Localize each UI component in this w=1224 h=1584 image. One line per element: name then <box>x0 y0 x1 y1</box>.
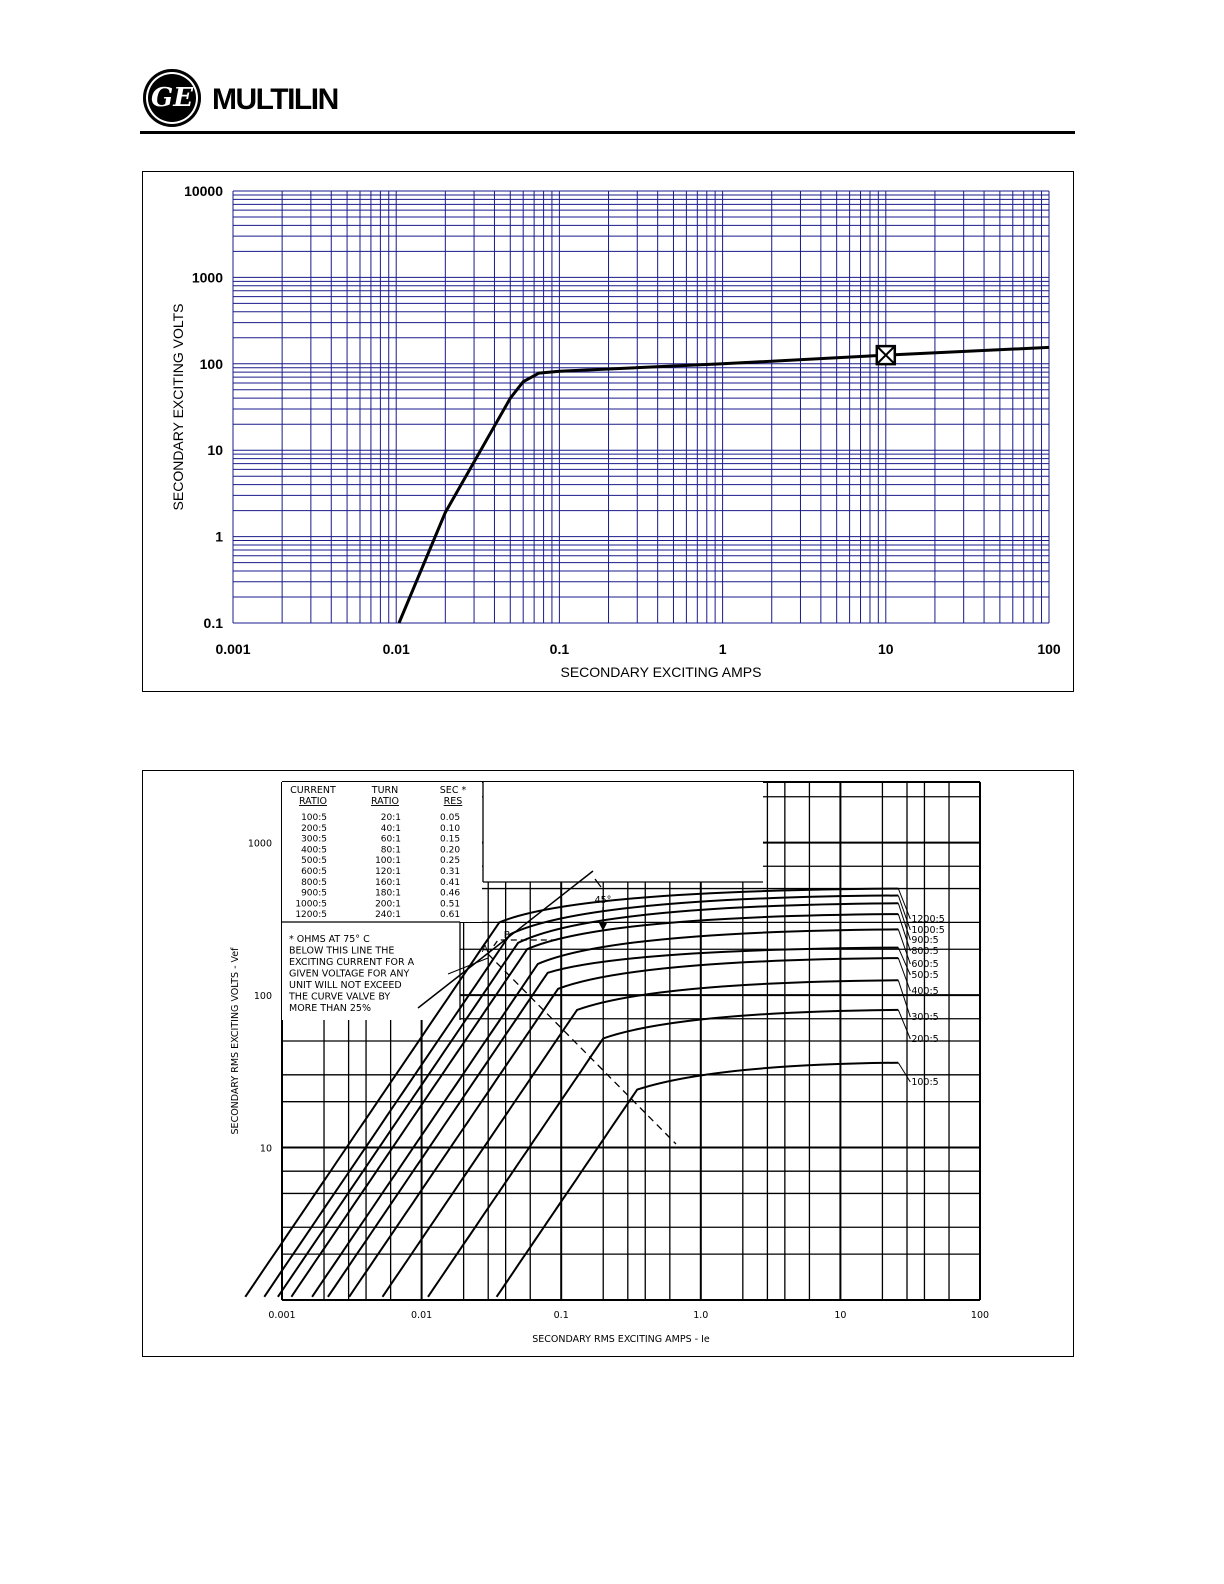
x-tick-label: 0.1 <box>553 1310 569 1321</box>
note-line: EXCITING CURRENT FOR A <box>289 957 415 968</box>
table-header: CURRENT <box>290 785 336 796</box>
x-tick-label: 10 <box>878 641 894 657</box>
table-cell-current-ratio: 300:5 <box>301 834 327 845</box>
note-line: UNIT WILL NOT EXCEED <box>289 980 402 991</box>
table-cell-turn-ratio: 240:1 <box>375 910 401 921</box>
table-cell-sec-res: 0.05 <box>440 813 461 823</box>
table-cell-sec-res: 0.41 <box>440 877 461 888</box>
table-header: SEC * <box>439 785 467 796</box>
curve-label: 100:5 <box>911 1077 939 1088</box>
table-cell-sec-res: 0.61 <box>440 910 461 921</box>
table-cell-current-ratio: 100:5 <box>301 813 327 823</box>
x-tick-label: 1 <box>718 641 727 657</box>
x-axis-title: SECONDARY RMS EXCITING AMPS - Ie <box>532 1334 710 1345</box>
x-tick-label: 0.1 <box>549 641 570 657</box>
curve-label: 800:5 <box>911 946 939 957</box>
table-cell-current-ratio: 500:5 <box>301 856 327 867</box>
table-cell-sec-res: 0.31 <box>440 867 461 877</box>
table-cell-turn-ratio: 160:1 <box>375 877 401 888</box>
header-rule <box>140 131 1075 134</box>
curve-label: 500:5 <box>911 970 939 981</box>
table-cell-sec-res: 0.20 <box>440 845 461 856</box>
curve-label: 1000:5 <box>911 925 945 936</box>
note-line: THE CURVE VALVE BY <box>289 991 391 1003</box>
x-axis-title: SECONDARY EXCITING AMPS <box>560 664 762 680</box>
table-cell-sec-res: 0.10 <box>440 823 461 834</box>
curve-label: 200:5 <box>911 1034 939 1045</box>
y-tick-label: 10 <box>259 1143 272 1155</box>
table-cell-current-ratio: 200:5 <box>301 823 327 834</box>
y-tick-label: 0.1 <box>203 615 223 631</box>
y-tick-label: 100 <box>199 355 223 372</box>
table-cell-sec-res: 0.15 <box>440 834 461 845</box>
curve-label-leader <box>898 1010 910 1039</box>
x-tick-label: 10 <box>834 1310 847 1321</box>
ge-logo: GE <box>143 69 201 127</box>
table-cell-sec-res: 0.46 <box>440 888 461 899</box>
table-header: TURN <box>371 785 399 796</box>
table-cell-turn-ratio: 40:1 <box>380 823 401 834</box>
table-cell-current-ratio: 600:5 <box>301 867 327 877</box>
table-cell-current-ratio: 900:5 <box>301 888 327 899</box>
x-tick-label: 0.001 <box>268 1310 296 1321</box>
table-cell-sec-res: 0.25 <box>440 856 461 867</box>
y-axis-title: SECONDARY EXCITING VOLTS <box>170 303 186 511</box>
curve-label: 600:5 <box>911 959 939 970</box>
table-cell-current-ratio: 400:5 <box>301 845 327 856</box>
x-tick-label: 0.01 <box>411 1310 433 1321</box>
table-cell-turn-ratio: 20:1 <box>380 813 401 823</box>
curve-label-leader <box>898 896 910 930</box>
table-header: RATIO <box>298 796 328 807</box>
curve-label: 400:5 <box>911 986 939 997</box>
table-header: RATIO <box>370 796 400 807</box>
note-line: MORE THAN 25% <box>289 1003 371 1014</box>
x-tick-label: 0.01 <box>382 641 410 657</box>
y-tick-label: 1000 <box>191 269 223 286</box>
x-tick-label: 1.0 <box>693 1310 709 1321</box>
excitation-chart-frame <box>142 171 1074 692</box>
note-line: GIVEN VOLTAGE FOR ANY <box>289 968 410 980</box>
y-tick-label: 10000 <box>184 183 223 199</box>
y-tick-label: 1000 <box>247 838 272 850</box>
x-tick-label: 0.001 <box>215 641 251 657</box>
point-b-label: B <box>503 930 511 941</box>
page-header <box>140 65 1075 137</box>
table-cell-turn-ratio: 120:1 <box>375 867 401 877</box>
table-cell-turn-ratio: 60:1 <box>380 834 401 845</box>
table-cell-turn-ratio: 180:1 <box>375 888 401 899</box>
curve-label-leader <box>898 1063 910 1082</box>
excitation-chart <box>143 172 1075 693</box>
note-line: BELOW THIS LINE THE <box>289 945 395 957</box>
curve-label: 1200:5 <box>911 914 945 925</box>
curve-label: 900:5 <box>911 935 939 946</box>
x-tick-label: 100 <box>970 1310 990 1321</box>
brand-name: MULTILIN <box>212 83 338 116</box>
ct-excitation-curves-frame <box>142 770 1074 1357</box>
ct-excitation-curves-chart <box>143 771 1075 1358</box>
blank-panel <box>483 782 763 882</box>
table-cell-current-ratio: 1000:5 <box>295 899 327 910</box>
table-cell-current-ratio: 800:5 <box>301 877 327 888</box>
curve-label: 300:5 <box>911 1012 939 1023</box>
table-cell-sec-res: 0.51 <box>440 899 461 910</box>
table-cell-turn-ratio: 200:1 <box>375 899 401 910</box>
y-axis-title: SECONDARY RMS EXCITING VOLTS - Vef <box>230 947 241 1135</box>
curve-label-leader <box>898 889 910 919</box>
ratio-curve <box>497 1063 899 1297</box>
table-cell-current-ratio: 1200:5 <box>295 910 327 921</box>
table-cell-turn-ratio: 100:1 <box>375 856 401 867</box>
y-tick-label: 10 <box>207 442 223 459</box>
angle-label: 45° <box>594 895 612 906</box>
curve-label-leader <box>898 948 910 975</box>
point-a-label: A <box>481 944 489 955</box>
y-tick-label: 1 <box>215 528 223 545</box>
table-cell-turn-ratio: 80:1 <box>380 845 401 856</box>
y-tick-label: 100 <box>253 991 272 1003</box>
x-tick-label: 100 <box>1037 641 1061 657</box>
note-line: * OHMS AT 75° C <box>289 934 370 945</box>
table-header: RES <box>443 796 463 807</box>
